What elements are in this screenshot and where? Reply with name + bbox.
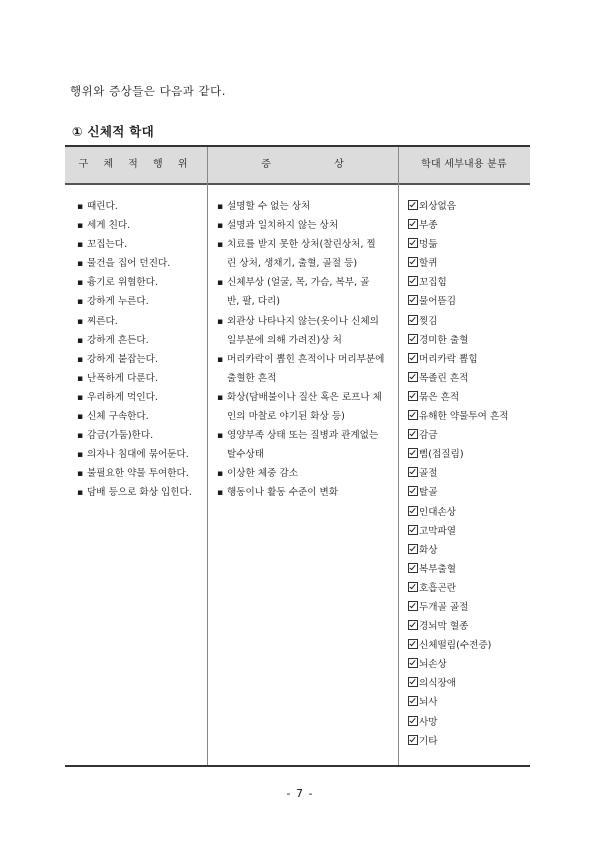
bullet-icon: ▪	[217, 354, 224, 365]
table-header	[65, 147, 530, 185]
symptom-text: 출혈한 흔적	[227, 372, 277, 384]
category-text: 호흡곤란	[419, 582, 457, 594]
category-item	[408, 464, 528, 483]
symptom-text: 머리카락이 뽑힌 흔적이나 머리부분에	[227, 353, 385, 365]
category-item	[408, 197, 528, 216]
symptom-item	[217, 273, 393, 292]
category-text: 할퀴	[419, 258, 438, 270]
category-item	[408, 216, 528, 235]
behavior-text: 강하게 누른다.	[87, 296, 149, 308]
checkbox-checked-icon	[408, 353, 418, 363]
behavior-text: 담배 등으로 화상 입힌다.	[87, 487, 192, 499]
behavior-item	[77, 197, 205, 216]
category-item	[408, 674, 528, 693]
checkbox-checked-icon	[408, 410, 418, 420]
behavior-item	[77, 445, 205, 464]
behavior-list	[77, 197, 205, 503]
category-text: 묶은 흔적	[419, 391, 460, 403]
checkbox-checked-icon	[408, 257, 418, 267]
symptom-text: 설명할 수 없는 상처	[227, 201, 311, 212]
bullet-icon: ▪	[77, 259, 84, 270]
checkbox-checked-icon	[408, 658, 418, 668]
bullet-icon: ▪	[77, 469, 84, 480]
symptom-item	[217, 388, 393, 407]
symptom-text: 설명과 일치하지 않는 상처	[227, 220, 339, 232]
behavior-text: 우리하게 먹인다.	[87, 391, 158, 403]
checkbox-checked-icon	[408, 219, 418, 229]
checkbox-checked-icon	[408, 334, 418, 344]
symptom-text: 이상한 체중 감소	[227, 468, 298, 480]
category-text: 감금	[419, 430, 438, 442]
behavior-text: 세게 친다.	[87, 220, 131, 232]
behavior-text: 강하게 붙잡는다.	[87, 353, 158, 365]
behavior-item	[77, 273, 205, 292]
category-text: 목졸린 흔적	[419, 372, 469, 384]
checkbox-checked-icon	[408, 448, 418, 458]
behavior-item	[77, 350, 205, 369]
bullet-icon: ▪	[77, 221, 84, 232]
symptom-item	[217, 407, 393, 426]
category-item	[408, 541, 528, 560]
checkbox-checked-icon	[408, 315, 418, 325]
category-item	[408, 292, 528, 311]
category-text: 고막파열	[419, 525, 457, 537]
bullet-icon: ▪	[77, 431, 84, 442]
category-item	[408, 369, 528, 388]
behavior-item	[77, 407, 205, 426]
symptom-text: 영양부족 상태 또는 질병과 관계없는	[227, 430, 379, 442]
behavior-text: 흉기로 위협한다.	[87, 277, 158, 289]
bullet-icon: ▪	[77, 450, 84, 461]
symptom-item	[217, 254, 393, 273]
symptom-item	[217, 197, 393, 216]
category-item	[408, 426, 528, 445]
checkbox-checked-icon	[408, 544, 418, 554]
category-text: 유해한 약물투여 흔적	[419, 411, 509, 423]
behavior-text: 찌른다.	[87, 315, 118, 327]
behavior-item	[77, 312, 205, 331]
category-item	[408, 445, 528, 464]
category-text: 경뇌막 혈종	[419, 621, 469, 633]
checkbox-checked-icon	[408, 601, 418, 611]
bullet-icon: ▪	[217, 488, 224, 499]
page-number: - 7 -	[286, 787, 314, 800]
category-item	[408, 732, 528, 751]
checkbox-checked-icon	[408, 677, 418, 687]
symptom-text: 인의 마찰로 야기된 화상 등)	[227, 411, 345, 423]
category-text: 의식장애	[419, 678, 457, 690]
header-behavior: 구 체 적 행 위	[78, 159, 194, 170]
category-text: 탈골	[419, 487, 438, 499]
bullet-icon: ▪	[77, 373, 84, 384]
category-item	[408, 617, 528, 636]
behavior-item	[77, 369, 205, 388]
symptom-item	[217, 483, 393, 502]
intro-text: 행위와 증상들은 다음과 같다.	[70, 84, 226, 98]
checkbox-checked-icon	[408, 238, 418, 248]
behavior-text: 강하게 흔든다.	[87, 334, 149, 346]
bullet-icon: ▪	[77, 316, 84, 327]
checkbox-checked-icon	[408, 467, 418, 477]
bullet-icon: ▪	[77, 335, 84, 346]
header-symptom: 증 상	[261, 159, 344, 170]
category-text: 물어뜯김	[419, 296, 457, 308]
category-item	[408, 350, 528, 369]
category-item	[408, 579, 528, 598]
checkbox-checked-icon	[408, 582, 418, 592]
category-item	[408, 636, 528, 655]
checkbox-checked-icon	[408, 696, 418, 706]
checkbox-checked-icon	[408, 525, 418, 535]
behavior-item	[77, 254, 205, 273]
checkbox-checked-icon	[408, 620, 418, 630]
symptom-item	[217, 350, 393, 369]
category-item	[408, 331, 528, 350]
behavior-text: 때린다.	[87, 201, 118, 212]
category-text: 삠(접질림)	[419, 449, 464, 461]
bullet-icon: ▪	[217, 392, 224, 403]
category-text: 기타	[419, 735, 438, 747]
bullet-icon: ▪	[77, 412, 84, 423]
symptom-text: 화상(담배불이나 질산 혹은 로프나 체	[227, 391, 382, 403]
header-category: 학대 세부내용 분류	[421, 159, 507, 170]
behavior-text: 물건을 집어 던진다.	[87, 258, 171, 270]
category-item	[408, 273, 528, 292]
bullet-icon: ▪	[77, 354, 84, 365]
symptom-text: 외관상 나타나지 않는(옷이나 신체의	[227, 315, 379, 327]
category-text: 신체떨림(수전증)	[419, 640, 492, 652]
column-divider	[207, 147, 208, 765]
checkbox-checked-icon	[408, 563, 418, 573]
category-text: 외상없음	[419, 201, 457, 212]
bullet-icon: ▪	[77, 297, 84, 308]
symptom-text: 치료를 받지 못한 상처(찰린상처, 찔	[227, 239, 376, 251]
category-text: 뇌사	[419, 697, 438, 709]
checkbox-checked-icon	[408, 295, 418, 305]
category-text: 사망	[419, 716, 438, 728]
category-item	[408, 407, 528, 426]
category-item	[408, 235, 528, 254]
behavior-item	[77, 331, 205, 350]
bullet-icon: ▪	[77, 278, 84, 289]
bullet-icon: ▪	[77, 488, 84, 499]
category-text: 뇌손상	[419, 659, 447, 671]
category-list	[408, 197, 528, 751]
checkbox-checked-icon	[408, 716, 418, 726]
category-item	[408, 388, 528, 407]
behavior-item	[77, 292, 205, 311]
category-text: 꼬집힘	[419, 277, 447, 289]
behavior-item	[77, 388, 205, 407]
checkbox-checked-icon	[408, 486, 418, 496]
category-text: 두개골 골절	[419, 601, 469, 613]
category-item	[408, 560, 528, 579]
section-title: ① 신체적 학대	[72, 124, 155, 139]
symptom-item	[217, 216, 393, 235]
category-text: 머리카락 뽑힘	[419, 353, 478, 365]
behavior-text: 감금(가둠)한다.	[87, 430, 154, 442]
bullet-icon: ▪	[217, 240, 224, 251]
category-text: 찢김	[419, 315, 438, 327]
category-text: 부종	[419, 220, 438, 232]
symptom-text: 일부분에 의해 가려진)상 처	[227, 334, 342, 346]
column-divider	[398, 147, 399, 765]
checkbox-checked-icon	[408, 276, 418, 286]
symptom-text: 탈수상태	[227, 449, 265, 461]
checkbox-checked-icon	[408, 506, 418, 516]
bullet-icon: ▪	[77, 392, 84, 403]
behavior-text: 불필요한 약물 투여한다.	[87, 468, 189, 480]
symptom-text: 신체부상 (얼굴, 목, 가슴, 복부, 골	[227, 277, 370, 289]
symptom-item	[217, 312, 393, 331]
behavior-text: 꼬집는다.	[87, 239, 128, 251]
checkbox-checked-icon	[408, 391, 418, 401]
category-text: 경미한 출혈	[419, 334, 469, 346]
bullet-icon: ▪	[217, 202, 224, 212]
bullet-icon: ▪	[77, 240, 84, 251]
checkbox-checked-icon	[408, 735, 418, 745]
abuse-table	[65, 145, 530, 767]
checkbox-checked-icon	[408, 372, 418, 382]
symptom-item	[217, 331, 393, 350]
behavior-text: 신체 구속한다.	[87, 411, 149, 423]
behavior-item	[77, 235, 205, 254]
checkbox-checked-icon	[408, 200, 418, 210]
bullet-icon: ▪	[217, 469, 224, 480]
symptom-item	[217, 235, 393, 254]
category-item	[408, 503, 528, 522]
behavior-text: 난폭하게 다룬다.	[87, 372, 158, 384]
category-item	[408, 713, 528, 732]
bullet-icon: ▪	[217, 431, 224, 442]
behavior-item	[77, 483, 205, 502]
behavior-item	[77, 464, 205, 483]
category-text: 복부출혈	[419, 563, 457, 575]
symptom-item	[217, 426, 393, 445]
symptom-item	[217, 369, 393, 388]
category-text: 골절	[419, 468, 438, 480]
category-item	[408, 483, 528, 502]
symptom-text: 반, 팔, 다리)	[227, 296, 281, 308]
bullet-icon: ▪	[217, 278, 224, 289]
bullet-icon: ▪	[77, 202, 84, 212]
behavior-item	[77, 426, 205, 445]
category-item	[408, 598, 528, 617]
symptom-item	[217, 464, 393, 483]
category-item	[408, 312, 528, 331]
symptom-list	[217, 197, 393, 503]
symptom-item	[217, 445, 393, 464]
category-item	[408, 655, 528, 674]
category-item	[408, 254, 528, 273]
category-text: 멍듦	[419, 239, 438, 251]
symptom-text: 린 상처, 생채기, 출혈, 골절 등)	[227, 258, 358, 270]
behavior-text: 의자나 침대에 묶어둔다.	[87, 449, 189, 461]
category-item	[408, 693, 528, 712]
behavior-item	[77, 216, 205, 235]
checkbox-checked-icon	[408, 639, 418, 649]
symptom-item	[217, 292, 393, 311]
bullet-icon: ▪	[217, 221, 224, 232]
category-text: 인대손상	[419, 506, 457, 518]
category-text: 화상	[419, 544, 438, 556]
bullet-icon: ▪	[217, 316, 224, 327]
checkbox-checked-icon	[408, 429, 418, 439]
symptom-text: 행동이나 활동 수준이 변화	[227, 487, 339, 499]
category-item	[408, 522, 528, 541]
